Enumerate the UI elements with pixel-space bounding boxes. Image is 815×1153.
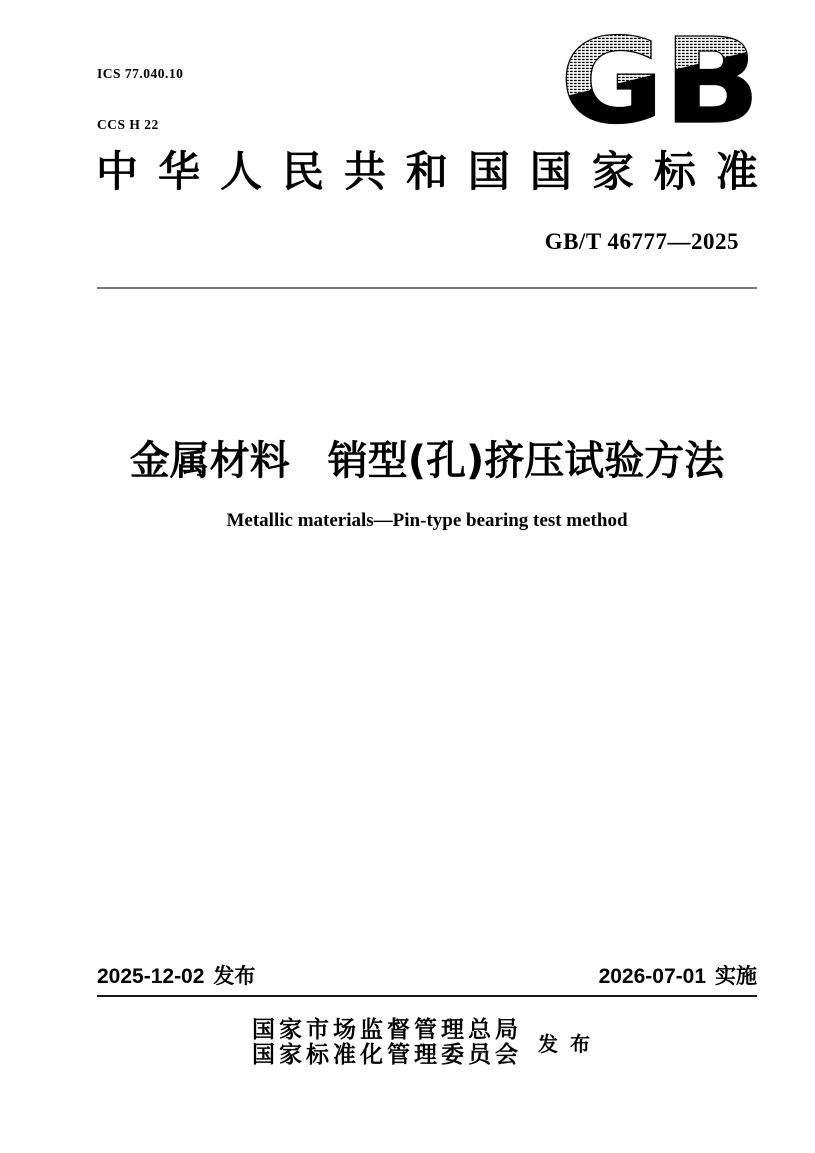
issue-label: 发布 xyxy=(213,965,256,988)
standard-title-en: Metallic materials—Pin-type bearing test method xyxy=(226,510,628,531)
implementation-label: 实施 xyxy=(715,965,757,988)
bottom-rule xyxy=(97,995,757,997)
top-rule xyxy=(97,287,757,289)
standard-number: GB/T 46777—2025 xyxy=(544,229,739,254)
dates-row xyxy=(97,965,757,989)
issuer-name-1: 国家市场监督管理总局 xyxy=(252,1017,522,1042)
implementation-date-block xyxy=(599,965,757,989)
publish-label: 发布 xyxy=(538,1033,602,1056)
title-zh-part-2: 销型(孔)挤压试验方法 xyxy=(327,438,725,484)
ccs-code: CCS H 22 xyxy=(97,117,159,132)
issue-date: 2025-12-02 xyxy=(97,965,205,988)
ics-code: ICS 77.040.10 xyxy=(97,66,184,81)
issuer-name-2: 国家标准化管理委员会 xyxy=(252,1042,522,1067)
issue-date-block xyxy=(97,965,255,989)
issuer-row xyxy=(97,1017,757,1067)
standard-title-zh xyxy=(97,438,757,484)
gb-logo xyxy=(558,34,763,126)
national-standard-heading: 中 华 人 民 共 和 国 国 家 标 准 xyxy=(96,150,758,196)
title-zh-part-1: 金属材料 xyxy=(129,438,290,484)
implementation-date: 2026-07-01 xyxy=(598,965,706,988)
classification-codes xyxy=(97,31,183,167)
issuer-names xyxy=(252,1017,522,1067)
